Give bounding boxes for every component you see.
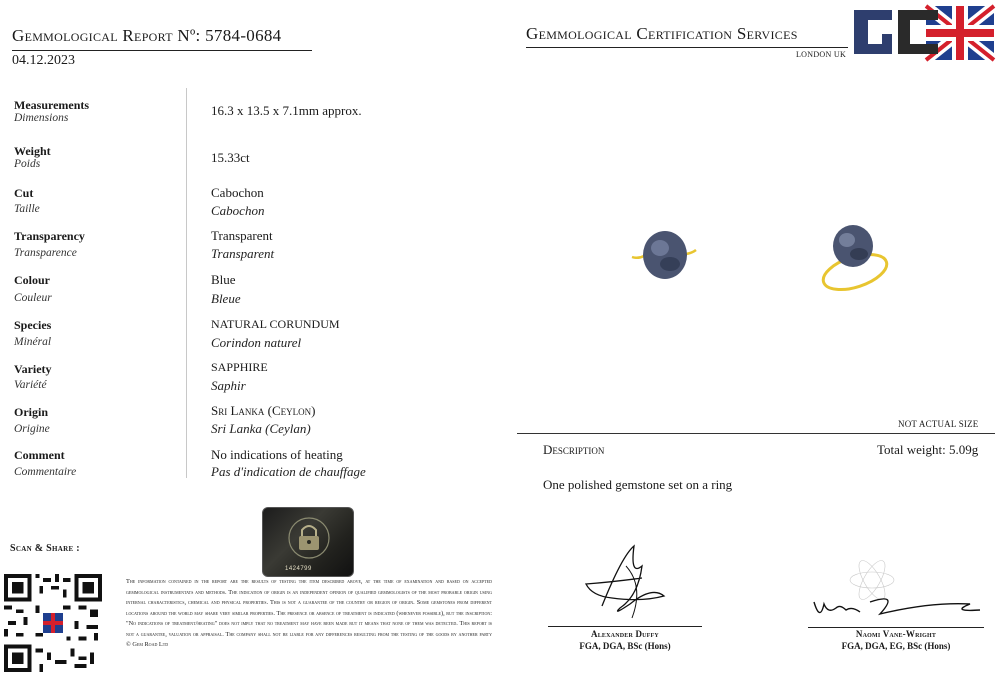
ring-photo-side <box>819 225 891 296</box>
signatory-name: Naomi Vane-Wright <box>855 629 937 639</box>
property-label: Comment <box>14 448 65 462</box>
company-name-underline <box>526 47 848 48</box>
property-sub-label: Origine <box>14 423 50 435</box>
property-sub-label: Dimensions <box>14 112 69 124</box>
property-value-french: Corindon naturel <box>211 335 302 350</box>
property-label: Origin <box>14 405 49 419</box>
property-sub-label: Couleur <box>14 292 52 304</box>
property-value-french: Saphir <box>211 378 246 393</box>
company-location: LONDON UK <box>796 50 847 59</box>
property-value: Sri Lanka (Ceylon) <box>211 403 316 418</box>
property-sub-label: Variété <box>14 379 47 391</box>
report-date: 04.12.2023 <box>12 53 75 68</box>
property-sub-label: Transparence <box>14 247 77 259</box>
signatory-qualifications: FGA, DGA, BSc (Hons) <box>579 641 671 651</box>
scan-share-label: Scan & Share : <box>10 543 80 554</box>
signature-duffy <box>572 536 682 626</box>
qr-center-flag-icon <box>43 613 63 633</box>
property-value: NATURAL CORUNDUM <box>211 317 340 331</box>
report-title: Gemmological Report Nº: 5784-0684 <box>12 26 282 45</box>
secure-document-hologram <box>262 507 354 577</box>
ring-photo-front <box>632 231 696 279</box>
property-sub-label: Minéral <box>14 336 52 348</box>
property-label: Species <box>14 318 52 332</box>
signature-vane-wright <box>810 552 990 628</box>
property-sub-label: Taille <box>14 203 40 215</box>
property-value-french: Cabochon <box>211 203 265 218</box>
table-divider <box>186 88 187 478</box>
property-value: Blue <box>211 272 236 287</box>
signature-line <box>808 627 984 628</box>
property-sub-label: Poids <box>14 158 41 170</box>
property-value: No indications of heating <box>211 447 343 462</box>
total-weight: Total weight: 5.09g <box>877 442 979 457</box>
property-value-french: Bleue <box>211 291 241 306</box>
disclaimer-text: The information contained in the report are the results of testing the item described above, at the time of examination and based on accepted gemmological instrumentats and methods. The indication of origin is an independent opinion of qualified gemmologists of the most probable origin using internal characteristics, chemical and physical properties. This is not a guarantee of the country or region of origin. Some gemstones from different locations around the world may share very similar properties. The presence or absence of treatment is indicated (whenever possible), but the inscription: "No indications of treatment/heating" does not imply that no treatment may have been made but it means that none of them was detected. This report is not a guarantee, valuation or appraisal. The company shall not be liable for any differences resulting from the testing of the goods by another party © Gem Road Ltd <box>126 578 492 648</box>
property-label: Weight <box>14 144 51 158</box>
property-value: SAPPHIRE <box>211 360 268 374</box>
gcs-logo <box>852 4 996 62</box>
property-label: Transparency <box>14 229 85 243</box>
property-value: Cabochon <box>211 185 264 200</box>
property-label: Cut <box>14 186 34 200</box>
ring-photos <box>520 200 990 310</box>
property-value-french: Transparent <box>211 246 275 261</box>
property-value: 16.3 x 13.5 x 7.1mm approx. <box>211 103 362 118</box>
description-title: Description <box>543 442 605 457</box>
atom-watermark-icon <box>850 557 894 603</box>
description-text: One polished gemstone set on a ring <box>543 477 733 492</box>
property-value: 15.33ct <box>211 150 250 165</box>
padlock-icon <box>263 508 355 566</box>
signatory-qualifications: FGA, DGA, EG, BSc (Hons) <box>841 641 951 651</box>
signatory-name: Alexander Duffy <box>591 629 659 639</box>
not-actual-size-note: NOT ACTUAL SIZE <box>898 419 979 429</box>
property-value: Transparent <box>211 228 273 243</box>
signature-line <box>548 626 702 627</box>
property-label: Colour <box>14 273 50 287</box>
property-sub-label: Commentaire <box>14 466 77 478</box>
property-label: Measurements <box>14 98 90 112</box>
property-value-french: Pas d'indication de chauffage <box>211 464 366 479</box>
report-title-underline <box>12 50 312 51</box>
description-divider <box>517 433 995 434</box>
property-value-french: Sri Lanka (Ceylan) <box>211 421 311 436</box>
hologram-code: 1424799 <box>285 566 312 572</box>
company-name: Gemmological Certification Services <box>526 24 798 43</box>
property-label: Variety <box>14 362 52 376</box>
qr-code[interactable] <box>4 574 102 672</box>
